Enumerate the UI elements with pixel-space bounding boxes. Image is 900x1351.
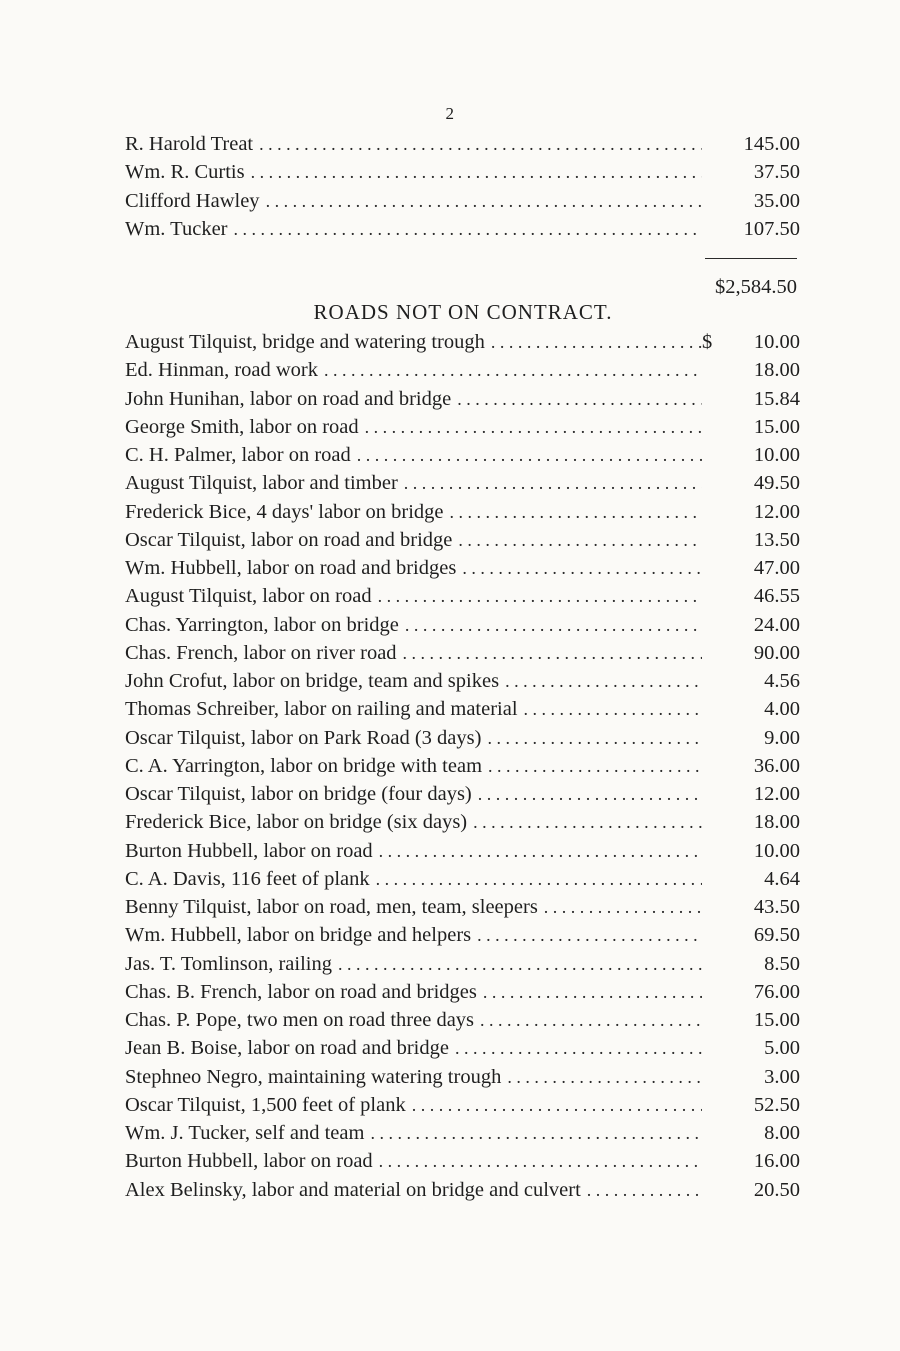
list-item xyxy=(125,555,800,581)
entry-amount: 90.00 xyxy=(753,641,800,664)
dot-leader xyxy=(357,442,702,468)
dot-leader xyxy=(376,866,702,892)
entry-name: C. A. Yarrington, labor on bridge with team xyxy=(125,754,483,777)
entry-amount: 9.00 xyxy=(764,726,800,749)
list-item xyxy=(125,1092,800,1118)
list-item xyxy=(125,951,800,977)
entry-name: Wm. Tucker xyxy=(125,217,228,240)
entry-amount: 15.00 xyxy=(753,1009,800,1031)
entry-amount: 46.55 xyxy=(753,585,800,608)
page-number: 2 xyxy=(445,104,455,123)
entry-amount: 5.00 xyxy=(764,1037,800,1060)
list-item xyxy=(125,131,800,157)
total-rule xyxy=(705,258,797,259)
entry-name: John Crofut, labor on bridge, team and spikes xyxy=(125,670,500,692)
dot-leader xyxy=(478,781,702,807)
entry-amount: 52.50 xyxy=(753,1093,800,1116)
entry-name: August Tilquist, bridge and watering trough xyxy=(125,331,485,353)
entry-name: Wm. J. Tucker, self and team xyxy=(125,1122,365,1144)
dot-leader xyxy=(379,838,702,864)
list-item xyxy=(125,414,800,440)
section-heading: ROADS NOT ON CONTRACT. xyxy=(313,300,613,324)
entry-name: Chas. French, labor on river road xyxy=(125,641,397,664)
list-item xyxy=(125,386,800,412)
dot-leader xyxy=(524,696,702,722)
list-item xyxy=(125,470,800,496)
entry-name: Oscar Tilquist, labor on Park Road (3 days) xyxy=(125,726,482,749)
dot-leader xyxy=(480,1007,702,1033)
list-item xyxy=(125,1035,800,1061)
entry-name: R. Harold Treat xyxy=(125,133,254,155)
list-item xyxy=(125,894,800,920)
entry-name: Wm. R. Curtis xyxy=(125,161,245,184)
entry-amount: 18.00 xyxy=(753,811,800,834)
entry-amount: 145.00 xyxy=(743,133,800,155)
entry-amount: 4.64 xyxy=(764,867,800,890)
list-item xyxy=(125,979,800,1005)
entry-amount: 10.00 xyxy=(753,444,800,466)
list-item xyxy=(125,159,800,185)
dot-leader xyxy=(457,386,702,412)
list-item xyxy=(125,922,800,948)
dot-leader xyxy=(473,809,702,835)
dot-leader xyxy=(266,188,702,214)
dot-leader xyxy=(338,951,702,977)
dot-leader xyxy=(379,1148,702,1174)
entry-amount: 10.00 xyxy=(753,331,800,353)
list-item xyxy=(125,442,800,468)
dot-leader xyxy=(587,1177,702,1203)
list-item xyxy=(125,216,800,242)
list-item xyxy=(125,1148,800,1174)
entry-name: Oscar Tilquist, labor on road and bridge xyxy=(125,528,453,551)
dot-leader xyxy=(491,329,702,355)
entry-amount: 24.00 xyxy=(753,613,800,636)
entry-amount: 12.00 xyxy=(753,500,800,523)
entry-name: Jean B. Boise, labor on road and bridge xyxy=(125,1037,449,1060)
entry-name: Wm. Hubbell, labor on road and bridges xyxy=(125,557,457,579)
entry-name: Benny Tilquist, labor on road, men, team, sleepers xyxy=(125,896,538,918)
list-item xyxy=(125,696,800,722)
entry-name: C. A. Davis, 116 feet of plank xyxy=(125,867,370,890)
list-item xyxy=(125,612,800,638)
subtotal-amount: $2,584.50 xyxy=(715,276,797,298)
entry-amount: 8.50 xyxy=(764,952,800,975)
list-item xyxy=(125,640,800,666)
entry-name: Alex Belinsky, labor and material on bridge and culvert xyxy=(125,1178,581,1201)
list-item xyxy=(125,781,800,807)
entry-amount: 43.50 xyxy=(753,896,800,918)
entry-name: Burton Hubbell, labor on road xyxy=(125,839,373,862)
entry-name: Clifford Hawley xyxy=(125,189,260,212)
list-item xyxy=(125,583,800,609)
entry-name: Chas. Yarrington, labor on bridge xyxy=(125,613,399,636)
dot-leader xyxy=(505,668,702,694)
entry-name: Chas. P. Pope, two men on road three days xyxy=(125,1009,475,1031)
list-item xyxy=(125,329,800,355)
list-item xyxy=(125,1007,800,1033)
entry-amount: 15.84 xyxy=(753,387,800,410)
entry-name: August Tilquist, labor on road xyxy=(125,585,372,608)
list-item xyxy=(125,866,800,892)
dot-leader xyxy=(455,1035,702,1061)
entry-amount: 4.56 xyxy=(764,670,800,692)
entry-name: Stephneo Negro, maintaining watering trough xyxy=(125,1065,502,1088)
list-item xyxy=(125,499,800,525)
dot-leader xyxy=(259,131,702,157)
entry-name: John Hunihan, labor on road and bridge xyxy=(125,387,452,410)
entry-amount: 13.50 xyxy=(753,528,800,551)
list-item xyxy=(125,1120,800,1146)
dot-leader xyxy=(458,527,702,553)
dot-leader xyxy=(251,159,702,185)
dot-leader xyxy=(477,922,702,948)
entry-name: Oscar Tilquist, 1,500 feet of plank xyxy=(125,1093,406,1116)
entry-name: Burton Hubbell, labor on road xyxy=(125,1150,373,1173)
list-item xyxy=(125,1064,800,1090)
list-item xyxy=(125,1177,800,1203)
list-item xyxy=(125,188,800,214)
dot-leader xyxy=(544,894,702,920)
list-item xyxy=(125,838,800,864)
dot-leader xyxy=(462,555,702,581)
entry-amount: 47.00 xyxy=(753,557,800,579)
entry-amount: 76.00 xyxy=(753,980,800,1003)
entry-name: Chas. B. French, labor on road and bridges xyxy=(125,980,477,1003)
entry-name: George Smith, labor on road xyxy=(125,415,359,438)
entry-amount: 35.00 xyxy=(753,189,800,212)
entry-name: C. H. Palmer, labor on road xyxy=(125,444,351,466)
dot-leader xyxy=(412,1092,702,1118)
entry-amount: 107.50 xyxy=(743,217,800,240)
entry-amount: 12.00 xyxy=(753,783,800,805)
entry-amount: 15.00 xyxy=(753,415,800,438)
entry-name: August Tilquist, labor and timber xyxy=(125,472,398,495)
dot-leader xyxy=(450,499,702,525)
dot-leader xyxy=(365,414,702,440)
dot-leader xyxy=(403,640,702,666)
entry-amount: 49.50 xyxy=(753,472,800,495)
entry-name: Ed. Hinman, road work xyxy=(125,359,318,382)
entry-amount: 20.50 xyxy=(753,1178,800,1201)
dot-leader xyxy=(404,470,702,496)
dot-leader xyxy=(234,216,703,242)
list-item xyxy=(125,753,800,779)
list-item xyxy=(125,527,800,553)
dot-leader xyxy=(488,753,702,779)
list-item xyxy=(125,809,800,835)
entry-name: Thomas Schreiber, labor on railing and material xyxy=(125,698,518,721)
entry-amount: 18.00 xyxy=(753,359,800,382)
dot-leader xyxy=(370,1120,702,1146)
dollar-sign: $ xyxy=(702,331,713,353)
list-item xyxy=(125,668,800,694)
dot-leader xyxy=(487,725,702,751)
dot-leader xyxy=(324,357,702,383)
entry-name: Frederick Bice, labor on bridge (six days) xyxy=(125,811,468,834)
entry-amount: 36.00 xyxy=(753,754,800,777)
dot-leader xyxy=(378,583,702,609)
entry-name: Frederick Bice, 4 days' labor on bridge xyxy=(125,500,444,523)
entry-amount: 10.00 xyxy=(753,839,800,862)
dot-leader xyxy=(405,612,702,638)
dot-leader xyxy=(483,979,702,1005)
entry-name: Jas. T. Tomlinson, railing xyxy=(125,952,332,975)
entry-amount: 4.00 xyxy=(764,698,800,721)
list-item xyxy=(125,357,800,383)
list-item xyxy=(125,725,800,751)
entry-amount: 3.00 xyxy=(764,1065,800,1088)
entry-amount: 8.00 xyxy=(764,1122,800,1144)
entry-amount: 37.50 xyxy=(753,161,800,184)
dot-leader xyxy=(507,1064,702,1090)
entry-amount: 16.00 xyxy=(753,1150,800,1173)
entry-name: Oscar Tilquist, labor on bridge (four days) xyxy=(125,783,472,805)
entry-amount: 69.50 xyxy=(753,924,800,947)
entry-name: Wm. Hubbell, labor on bridge and helpers xyxy=(125,924,472,947)
